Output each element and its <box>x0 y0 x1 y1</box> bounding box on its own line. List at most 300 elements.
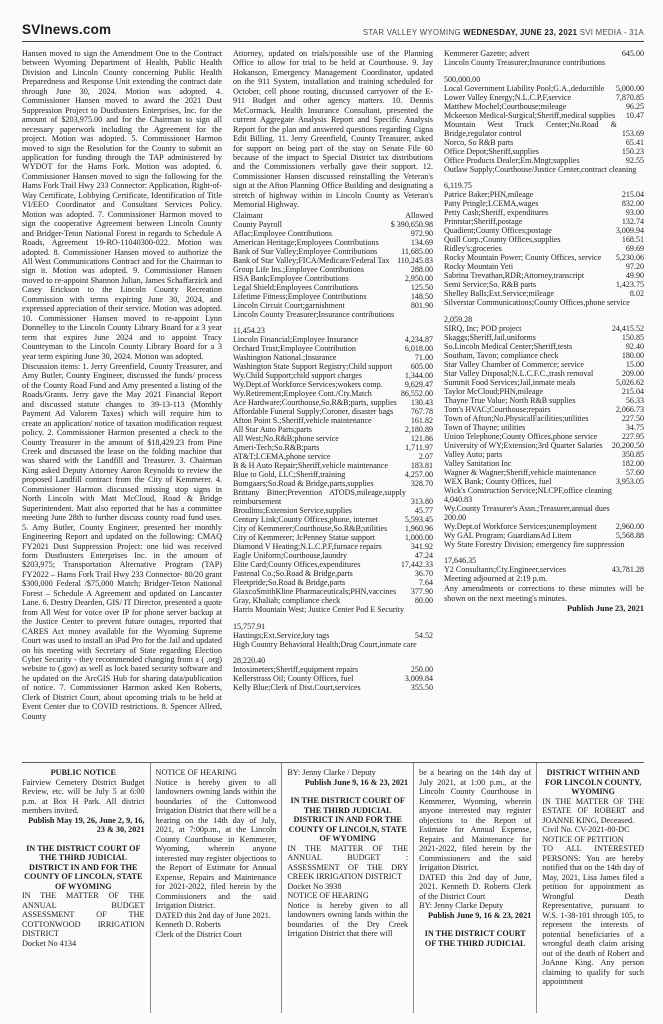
claim-amount: 54.52 <box>414 630 433 640</box>
claim-name: Town of Thayne; utilities <box>444 422 526 432</box>
minutes-column-1 <box>22 49 222 757</box>
claim-amount: 3,953.05 <box>615 476 644 486</box>
claim-row <box>233 524 433 533</box>
claim-name: Legal Shield;Employees Contributions <box>233 282 359 292</box>
claim-row <box>233 461 433 470</box>
notice-block: PUBLIC NOTICE <box>50 768 116 777</box>
claim-name: B & H Auto Repair;Sheriff,vehicle maintenance <box>233 461 388 471</box>
claim-amount: 17,442.33 <box>400 560 433 570</box>
claim-amount: 4,040.83 <box>444 494 473 504</box>
claim-name: Town of Afton;No.PhysicalFacilities;utilities <box>444 413 589 423</box>
minutes-paragraph: Hansen moved to sign the Amendment One to the Contract between Wyoming Department of Health, Public Health Division and Lincoln County concerning Public Health Preparedness and Response Unit extending the contract date through June 30, 2024. Motion was adopted. 4. Commissioner Hansen moved to award the 2021 Dust Suppression Project to Dustbusters Enterprises, Inc. for the amount of $203,975.00 and for the Chairman to sign all necessary paperwork including the Agreement for the project. Motion was adopted. 5. Commissioner Harmon moved to sign the Resolution for the County to submit an application for funding through the TAP administered by WYDOT for the Hams Fork. Motion was adopted. 6. Commissioner Hansen moved to sign the following for the Hams Fork Trail Hwy 233 Connector: Application, Right-of-Way Certificate, Lobbying Certificate, Identification of Title VI/EEO Coordinator and Consultant Services Policy. Motion was adopted. 7. Commissioner Harmon moved to sign the cooperative Agreement between Lincoln County and Bridger-Teton National Forest in regards to Schedule A Roads, Agreement 19-RO-11040300-022. Motion was adopted. 8. Commissioner Hansen moved to authorize the All West Communications Contract and for the Chairman to sign it. Motion was adopted. 9. Commissioner Hansen moved to re-appoint Shannon Julian, James Schaffarzick and Casey Erickson to the Lincoln County Recreation Commission with terms expiring June 30, 2024, and expressed appreciation of their service. Motion was adopted. 10. Commissioner Hansen moved to re-appoint Lynn Donnelley to the Lincoln County Library Board for a 3 year term that expires June 2024 and to appoint Tracy Countryman to the Lincoln County Library Board for a 3 year term expiring June 30, 2024. Motion was adopted. <box>22 49 222 361</box>
dateline-date: WEDNESDAY, JUNE 23, 2021 <box>463 28 578 37</box>
claim-amount: 45.77 <box>414 506 433 516</box>
claim-row <box>233 274 433 283</box>
claim-row <box>233 470 433 479</box>
claim-row <box>444 244 644 253</box>
notice-block: Notice is hereby given to all landowners owning lands within the boundaries of the Cottonwood Irrigation District that there will be a hearing on the 14th day of July, 2021, at 7:00p.m., at the Lincoln County Courthouse in Kemmerer, Wyoming, wherein anyone interested may register objections to the Report of Estimate for Annual Expense, Repairs and Maintenance for 2021-2022, filed herein by the Commissioners and the said Irrigation District. <box>155 777 277 910</box>
claim-row <box>233 587 433 596</box>
claim-name: Harris Mountain West; Justice Center Pod E Security <box>233 605 405 615</box>
claim-row <box>233 452 433 461</box>
claim-name: Lincoln County Treasurer;Insurance contributions <box>233 309 395 319</box>
claim-row <box>233 434 433 443</box>
claim-name: Patty Pringle;LCEMA,wages <box>444 199 539 208</box>
claim-name: Lower Valley Energy;N.L.C.P.F,service <box>444 92 572 102</box>
minutes-section <box>22 49 644 757</box>
claim-row <box>444 147 644 156</box>
claim-amount: 2,960.00 <box>615 521 644 531</box>
claim-amount: 130.43 <box>410 398 433 408</box>
claim-amount: 121.86 <box>410 434 433 444</box>
claim-row <box>233 569 433 578</box>
claim-amount: 328.70 <box>410 479 433 489</box>
claim-name: Silverstar Communications;County Offices,phone service <box>444 298 630 307</box>
claim-name: Tom's HVAC;Courthouse;repairs <box>444 404 551 414</box>
claim-amount: 15.00 <box>625 359 644 369</box>
notice-block: Docket No 4134 <box>22 938 77 948</box>
claim-amount: 2,059.28 <box>444 314 473 324</box>
minutes-column-3 <box>444 49 644 757</box>
notice-block: NOTICE OF HEARING <box>287 891 369 900</box>
claim-row <box>233 665 433 674</box>
claim-amount: 57.60 <box>625 467 644 477</box>
claim-amount: 250.00 <box>410 665 433 675</box>
claim-row <box>233 389 433 398</box>
claim-name: Orchard Trust;Employee Contribution <box>233 344 356 354</box>
claim-name: Shelley Balls;Ext.Service;mileage <box>444 289 554 298</box>
claim-row <box>233 380 433 389</box>
claim-row <box>444 289 644 298</box>
minutes-closing <box>444 574 644 603</box>
claims-list-col2 <box>233 220 433 693</box>
claim-name: Affordable Funeral Supply;Coroner, disaster bags <box>233 407 394 417</box>
claim-name: City of Kemmerer; JcPenney Statue support <box>233 533 375 543</box>
notice-block: DATED this 2nd day of June 2021. <box>155 910 271 920</box>
claim-row <box>444 49 644 58</box>
claim-amount: 5,026.62 <box>615 377 644 387</box>
claim-amount: 1,000.00 <box>404 533 433 543</box>
claim-amount: 148.50 <box>410 291 433 301</box>
claim-name: Blue to Gold, LLC;Sheriff,training <box>233 470 346 480</box>
claim-amount: 1,960.96 <box>404 524 433 534</box>
claim-amount: 93.00 <box>625 208 644 217</box>
claim-name: Kelly Blue;Clerk of Dist.Court,services <box>233 683 361 693</box>
claim-amount: 182.00 <box>621 458 644 468</box>
claim-name: Sabrina Trevathan,RDR;Attorney,transcript <box>444 271 585 280</box>
claim-amount: 183.81 <box>410 461 433 471</box>
site-logo: SVInews.com <box>22 22 112 37</box>
claim-amount: 4,257.00 <box>404 470 433 480</box>
claim-amount: 7.64 <box>418 578 433 588</box>
claim-name: Lifetime Fitness;Employee Contributions <box>233 291 367 301</box>
claim-row <box>233 353 433 362</box>
claim-row <box>444 441 644 450</box>
claim-amount: 11,685.00 <box>401 246 433 256</box>
claim-row <box>444 459 644 468</box>
claim-name: Wy.Dept.of Workforce Services;wokers comp. <box>233 380 383 390</box>
claim-row <box>233 220 433 229</box>
claim-name: Broulims;Extension Service,supplies <box>233 506 352 516</box>
claim-name: Taylor McCloud;PHN,mileage <box>444 386 544 396</box>
claim-row <box>444 565 644 574</box>
claim-row <box>444 486 644 504</box>
claim-amount: 134.69 <box>410 237 433 247</box>
notice-block: Kenneth D. Roberts <box>155 920 221 929</box>
claim-amount: 161.82 <box>410 416 433 426</box>
claim-name: Kellerstrass Oil; County Offices, fuel <box>233 674 354 684</box>
claim-amount: 97.20 <box>625 262 644 271</box>
claim-amount: 80.00 <box>414 596 433 606</box>
claim-row <box>233 488 433 506</box>
claims-list-col3 <box>444 49 644 574</box>
claim-amount: 6,119.75 <box>444 181 472 190</box>
claim-row <box>444 414 644 423</box>
minutes-column-2 <box>233 49 433 757</box>
minutes-paragraph: Any amendments or corrections to these minutes will be shown on the next meeting's minutes. <box>444 584 644 603</box>
claim-amount: 86,552.00 <box>400 389 433 399</box>
claim-name: Eagle Uniform;Courthouse,laundry <box>233 551 347 561</box>
claim-amount: 69.69 <box>625 244 644 253</box>
claim-row <box>444 235 644 244</box>
claim-amount: 150.23 <box>621 146 644 156</box>
claim-name: Diamond V Heating;N.L.C.P.F,furnace repairs <box>233 542 382 552</box>
claim-row <box>233 640 433 666</box>
claim-row <box>233 229 433 238</box>
claim-amount: 20,200.50 <box>611 440 644 450</box>
notice-block: DISTRICT WITHIN AND FOR LINCOLN COUNTY, WYOMING <box>544 768 642 796</box>
claim-name: High Country Behavioral Health;Drug Court,inmate care <box>233 639 417 649</box>
notice-block: IN THE MATTER OF THE ANNUAL BUDGET : ASSESSMENT OF THE DRY CREEK IRRIGATION DISTRICT <box>287 843 409 881</box>
claim-name: City of Kemmerer;Courthouse,So.R&B;utilities <box>233 524 388 534</box>
claim-name: Office Depot;Sheriff,supplies <box>444 146 539 156</box>
claim-name: Lincoln County Treasurer;Insurance contributions <box>444 58 606 67</box>
claim-amount: 34.75 <box>625 422 644 432</box>
claim-row <box>444 93 644 102</box>
claim-name: Summit Food Services;Jail,inmate meals <box>444 377 576 387</box>
claim-row <box>444 333 644 342</box>
claim-row <box>444 468 644 477</box>
claim-row <box>444 84 644 93</box>
claim-name: Aflac;Employee Contributions <box>233 228 333 238</box>
claim-name: All Star Auto Parts;parts <box>233 425 312 435</box>
claim-amount: 227.50 <box>621 413 644 423</box>
claim-row <box>233 551 433 560</box>
claim-amount: 9,629.47 <box>404 380 433 390</box>
claim-amount: 71.00 <box>414 353 433 363</box>
notice-column-4 <box>413 763 536 1013</box>
claim-name: Fastenal Co.;So.Road & Bridge,parts <box>233 569 353 579</box>
claim-name: Wy.Retirement;Employee Cont./Cty.Match <box>233 389 372 399</box>
claim-name: Fleetpride;So.Road & Bridge,parts <box>233 578 346 588</box>
claim-row <box>233 238 433 247</box>
claim-amount: 92.55 <box>625 155 644 165</box>
claim-row <box>233 301 433 310</box>
claim-amount: 132.74 <box>621 217 644 226</box>
claim-row <box>233 292 433 301</box>
dateline-region: STAR VALLEY WYOMING <box>362 28 464 37</box>
claim-name: Quadient;County Offices;postage <box>444 226 552 235</box>
claim-row <box>233 596 433 605</box>
claim-row <box>233 362 433 371</box>
claim-row <box>233 542 433 551</box>
claim-amount: 15,757.91 <box>233 621 266 631</box>
claim-row <box>444 280 644 289</box>
claim-amount: 4,234.87 <box>404 335 433 345</box>
notice-block: IN THE MATTER OF THE ESTATE OF ROBERT and JOANNE KING, Deceased. <box>542 796 644 825</box>
claim-row <box>233 416 433 425</box>
claim-row <box>444 531 644 540</box>
claim-amount: 972.90 <box>410 228 433 238</box>
claims-table-header <box>233 211 433 220</box>
claim-name: Century Link;County Offices,phone, internet <box>233 515 378 525</box>
claim-amount: 1,711.97 <box>405 443 433 453</box>
claim-amount: 215.04 <box>621 190 644 199</box>
notice-block: BY: Jenny Clarke / Deputy <box>287 768 376 777</box>
claim-row <box>233 515 433 524</box>
claim-row <box>233 560 433 569</box>
claim-amount: 645.00 <box>621 49 644 58</box>
notice-block: BY: Jenny Clarke Deputy <box>419 901 504 910</box>
claim-row <box>444 190 644 199</box>
claim-name: Ace Hardware;Courthouse,So.R&B;parts, supplies <box>233 398 397 408</box>
claim-row <box>444 396 644 405</box>
claim-amount: 2.07 <box>418 452 433 462</box>
claim-row <box>233 506 433 515</box>
claim-row <box>233 256 433 265</box>
claim-row <box>444 369 644 378</box>
claim-amount: 341.92 <box>410 542 433 552</box>
claim-row <box>444 387 644 396</box>
claim-name: University of WY;Extension;3rd Quarter Salaries <box>444 440 603 450</box>
claim-amount: 377.90 <box>410 587 433 597</box>
notice-block: Publish May 19, 26, June 2, 9, 16, 23 & 30, 2021 <box>28 815 145 834</box>
claim-row <box>233 407 433 416</box>
publish-line: Publish June 23, 2021 <box>567 604 644 614</box>
claim-row <box>444 58 644 84</box>
claim-amount: 500,000.00 <box>444 74 481 84</box>
claim-name: Ameri-Tech;So.R&B;parts <box>233 443 320 453</box>
claim-amount: 24,415.52 <box>611 323 644 333</box>
claim-amount: 28,220.40 <box>233 656 266 666</box>
claim-row <box>444 102 644 111</box>
claim-row <box>444 138 644 147</box>
notice-block: Publish June 9, 16 & 23, 2021 <box>304 777 409 787</box>
notice-column-2 <box>150 763 282 1013</box>
claim-row <box>233 335 433 344</box>
claim-row <box>233 398 433 407</box>
claim-row <box>444 351 644 360</box>
claim-amount: 49.90 <box>625 271 644 280</box>
claim-row <box>233 265 433 274</box>
claim-name: Norco, So R&B parts <box>444 137 514 147</box>
claim-row <box>444 271 644 280</box>
claim-amount: 215.04 <box>621 386 644 396</box>
notice-column-1 <box>22 763 150 1013</box>
notice-block: IN THE DISTRICT COURT OF THE THIRD JUDICIAL DISTRICT IN AND FOR THE COUNTY OF LINCOLN, STATE OF WYOMING <box>24 843 143 891</box>
claim-name: Bank of Star Valley;Employee Contributions <box>233 246 378 256</box>
claim-name: County Payroll <box>233 219 282 229</box>
claim-name: Intoximeters;Sheriff,equipment repairs <box>233 665 358 675</box>
claim-row <box>233 605 433 631</box>
claim-name: American Heritage;Employees Contributions <box>233 237 379 247</box>
claim-amount: 6,018.00 <box>404 344 433 354</box>
claim-row <box>444 324 644 333</box>
claim-amount: 605.00 <box>410 362 433 372</box>
claim-name: Quill Corp.;County Offices,supplies <box>444 235 561 244</box>
claim-row <box>444 226 644 235</box>
notice-block: NOTICE OF HEARING <box>155 768 237 777</box>
claim-amount: 2,066.73 <box>615 404 644 414</box>
claim-name: Matthew Mochel;Courthouse;mileage <box>444 101 567 111</box>
claim-row <box>444 298 644 324</box>
claim-amount: 5,230.06 <box>615 253 644 262</box>
claim-amount: 2,180.89 <box>404 425 433 435</box>
notice-block: IN THE DISTRICT COURT OF THE THIRD JUDICIAL <box>424 929 526 948</box>
minutes-paragraph: Meeting adjourned at 2:19 p.m. <box>444 574 548 583</box>
claim-name: Gray, Khaliah; compliance check <box>233 596 341 606</box>
claim-amount: 153.69 <box>621 128 644 138</box>
claim-name: Bomgaars;So.Road & Bridge,parts,supplies <box>233 479 374 489</box>
claim-row <box>233 631 433 640</box>
claim-amount: 5,000.00 <box>615 83 644 93</box>
minutes-paragraph: Discussion items: 1. Jerry Greenfield, County Treasurer, and Amy Butler, County Engineer, discussed the funds/ process of the County Road Fund and Amy presented a listing of the Roads/Grants. Jerry gave the May 2021 Financial Report and discussed statute changes to 39-13-113 (Monthly Payment Ad Valorem Taxes) which will require him to create an application/ notice of taxation modification request policy. 2. Commissioner Harmon presented a check to the County Treasurer in the amount of $18,429.23 from Pine Creek and discussed the lease on the folding machine that was shared with the Landfill and Treasurer. 3. Chairman King asked Deputy Attorney Aaron Reynolds to review the proposed Landfill contract from the City of Kemmerer. 4. Commissioner Harmon discussed missing stop signs in North Lincoln with Matt McCloud, Road & Bridge Superintendent. Matt also reported that he has a committee meeting June 28th to further discuss county road fund uses. 5. Amy Butler, County Engineer, presented her monthly Engineering Report and updated on the following: CMAQ FY2021 Dust Suppression Project: one bid was received form Dustbusters Enterprises Inc. in the amount of $203,975; Transportation Alternative Program (TAP) FY2022 – Hams Fork Trail Hwy 233 Connector- 80/20 grant $300,000 Federal /$75,000 Match; Bridger-Teton National Forest – Schedule A Agreement and updated on Lancaster Lane. 6. Destry Dearden, GIS/ IT Director, presented a quote from All West for voice over IP for phone server backup at the Justice Center to prevent future outages, reported that CARES Act money available for the Wyoming Supreme Court was used to install an iPad Pro for the Jail and updated on his meeting with Secretary of State regarding Election Cyber Security - they recommended changing from a ( .org) website to (.gov) as well as lock based security software and he updated on the ArcGIS Hub for sharing data/publication of notice. 7. Commissioner Harmon asked Ken Roberts, Clerk of District Court, about upcoming trials to be held at Event Center due to COVID restrictions. 8. Spencer Allred, County <box>22 361 222 721</box>
claim-row <box>444 378 644 387</box>
claim-name: Lincoln Circuit Court;garnishment <box>233 300 345 310</box>
claim-name: Ridley's;groceries <box>444 244 502 253</box>
notice-block: Notice is hereby given to all landowners owning lands within the boundaries of the Dry Creek Irrigation District that there will <box>287 900 409 938</box>
claim-row <box>444 450 644 459</box>
claim-amount: 5,593.45 <box>404 515 433 525</box>
claim-row <box>444 477 644 486</box>
notice-block: Clerk of the District Court <box>155 929 242 939</box>
claim-amount: 1,344.00 <box>404 371 433 381</box>
claim-amount: 43,781.28 <box>611 565 644 574</box>
claim-name: SIRQ, Inc; POD project <box>444 323 522 333</box>
claim-row <box>233 425 433 434</box>
claims-header-claimant: Claimant <box>233 210 263 220</box>
claim-amount: 3,009.84 <box>404 674 433 684</box>
notice-column-3 <box>281 763 413 1013</box>
claim-amount: 125.50 <box>410 282 433 292</box>
claim-amount: 5,568.88 <box>615 530 644 540</box>
claim-row <box>233 310 433 336</box>
claim-amount: 11,454.23 <box>233 326 265 336</box>
claim-row <box>444 253 644 262</box>
claim-name: Wy GAL Program; GuardiansAd Litem <box>444 530 572 540</box>
claim-name: Petty Cash;Sheriff, expenditures <box>444 208 549 217</box>
public-notices-section <box>22 762 644 1013</box>
claim-amount: 355.50 <box>410 683 433 693</box>
claim-row <box>444 540 644 566</box>
dateline <box>363 28 644 37</box>
claim-name: Mountain West Truck Center;No.Road & Bridge,regulator control <box>444 119 617 138</box>
claim-name: Y2 Consultants;Cty.Engineer,services <box>444 565 566 574</box>
claim-row <box>444 405 644 414</box>
claim-name: All West;No.R&B;phone service <box>233 434 339 444</box>
claim-row <box>233 683 433 692</box>
notice-block: Fairview Cemetery District Budget Review, etc. will be July 5 at 6:00 p.m. at Box H Park. All district members invited. <box>22 777 145 815</box>
claim-amount: 150.85 <box>621 332 644 342</box>
claim-name: Bank of Star Valley;FICA/Medicare/Federal Tax <box>233 255 390 265</box>
claim-name: Wagner & Wagner;Sheriff,vehicle maintenance <box>444 467 597 477</box>
claim-row <box>444 360 644 369</box>
claim-row <box>444 423 644 432</box>
notice-block: DATED this 2nd day of June, 2021. Kenneth D. Roberts Clerk of the District Court <box>419 872 532 901</box>
claim-name: Valley Auto; parts <box>444 449 503 459</box>
claim-name: Washington National.;Insurance <box>233 353 337 363</box>
claim-amount: 10.47 <box>625 110 644 120</box>
claim-row <box>233 578 433 587</box>
claim-name: Kemmerer Gazette; advert <box>444 49 530 58</box>
notice-column-5 <box>536 763 644 1013</box>
claim-amount: 1,423.75 <box>615 280 644 289</box>
claim-row <box>444 432 644 441</box>
claim-row <box>233 533 433 542</box>
claim-name: Skaggs;Sheriff,Jail,uniforms <box>444 332 536 342</box>
claim-name: Valley Sanitation Inc <box>444 458 512 468</box>
claim-row <box>444 165 644 191</box>
claim-name: Brittany Bitter;Prevention ATODS,mileage,supply reimbursement <box>233 488 406 507</box>
claim-amount: 313.80 <box>410 497 433 507</box>
claim-amount: 92.40 <box>625 341 644 351</box>
claim-amount: 832.00 <box>621 199 644 208</box>
claim-amount: 8.02 <box>629 289 644 298</box>
claim-row <box>444 111 644 120</box>
claim-row <box>444 208 644 217</box>
claim-name: Mckeeson Medical-Surgical;Sheriff,medical supplies <box>444 110 616 120</box>
claim-name: WEX Bank; County Offices, fuel <box>444 476 552 486</box>
notice-block: IN THE DISTRICT COURT OF THE THIRD JUDICIAL DISTRICT IN AND FOR THE COUNTY OF LINCOLN, STATE OF WYOMING <box>288 796 407 843</box>
claim-name: Wy.County Treasurer's Assn.;Treasurer,annual dues <box>444 503 610 513</box>
claim-amount: 36.70 <box>414 569 433 579</box>
claim-name: Rocky Mountain Yeti <box>444 262 514 271</box>
dateline-edition: SVI MEDIA - 31A <box>577 28 644 37</box>
notice-block: NOTICE OF PETITION <box>542 834 624 844</box>
claim-amount: 56.33 <box>625 395 644 405</box>
claim-name: Semi Service;So. R&B parts <box>444 280 537 289</box>
claim-name: Afton Point S.;Sheriff,vehicle maintenance <box>233 416 372 426</box>
masthead <box>22 22 644 42</box>
claim-amount: 209.00 <box>621 368 644 378</box>
minutes-column-2-intro <box>233 49 433 210</box>
notice-block: IN THE MATTER OF THE ANNUAL BUDGET ASSESSMENT OF THE COTTONWOOD IRRIGATION DISTRICT <box>22 891 145 938</box>
minutes-paragraph: Attorney, updated on trials/possible use of the Planning Office to allow for trial to be held at Courthouse. 9. Jay Hokanson, Emergency Management Coordinator, updated on the 911 System, installation and training scheduled for October, cell phone routing, discussed carryover of the E-911 Budget and other agency matters. 10. Dennis McCormack, Health Insurance Consultant, presented the current Aggregate Analysis Report and Specific Analysis Report for the plan and answered questions regarding Cigna Edit Billing. 11. Jerry Greenfield, County Treasurer, asked for support on being part of the stay on Senate File 60 because of the impact to Special District tax distributions and the Commissioners verbally gave their support. 12. Commissioner Hansen discussed reinstalling the Veteran's sign at the Afton Planning Office Building and designating a stretch of highway within in Lincoln County as Veteran's Memorial Highway. <box>233 49 433 210</box>
claim-amount: 47.24 <box>414 551 433 561</box>
claim-row <box>233 479 433 488</box>
claim-name: Office Products Dealer;Em.Mngt;supplies <box>444 155 580 165</box>
claim-name: Hastings;Ext.Service,key tags <box>233 630 330 640</box>
claim-name: AT&T;LCEMA,phone service <box>233 452 331 462</box>
claim-name: Thayne True Value; North R&B supplies <box>444 395 576 405</box>
claim-name: Southam, Tavon; compliance check <box>444 350 559 360</box>
claim-name: Union Telephone;County Offices,phone service <box>444 431 598 441</box>
claim-name: Wy.Child Support;child support charges <box>233 371 362 381</box>
claim-amount: 288.00 <box>410 264 433 274</box>
claim-row <box>444 522 644 531</box>
claim-name: GlaxcoSmithKline Pharmaceuticals;PHN,vaccines <box>233 587 397 597</box>
claim-row <box>444 262 644 271</box>
claim-row <box>444 156 644 165</box>
claim-row <box>233 344 433 353</box>
claim-row <box>233 674 433 683</box>
claim-amount: 17,646.35 <box>444 556 477 565</box>
claim-name: Lincoln Financial;Employee Insurance <box>233 335 359 345</box>
notice-block: be a hearing on the 14th day of July 2021, at 1:00 p.m., at the Lincoln County Courthouse in Kemmerer, Wyoming, wherein anyone interested may register objections to the Report of Estimate for Annual Expense, Repairs and Maintenance for 2021-2022, filed herein by the Commissioners and the said Irrigation District. <box>419 768 532 872</box>
claim-name: Local Government Liability Pool;G.A.,deductible <box>444 83 605 93</box>
notice-block: TO ALL INTERESTED PERSONS: You are hereby notified that on the 14th day of May, 2021, Lisa James filed a petition for appointment as Wrongful Death Representative, pursuant to W.S. 1-38-101 through 105, to represent the interests of potential beneficiaries of a wrongful death claim arising out of the death of Robert and JoAnne King. Any person claiming to qualify for such appointment <box>542 844 644 986</box>
claim-name: Elite Card;County Offices,expenditures <box>233 560 361 570</box>
claim-row <box>444 120 644 138</box>
